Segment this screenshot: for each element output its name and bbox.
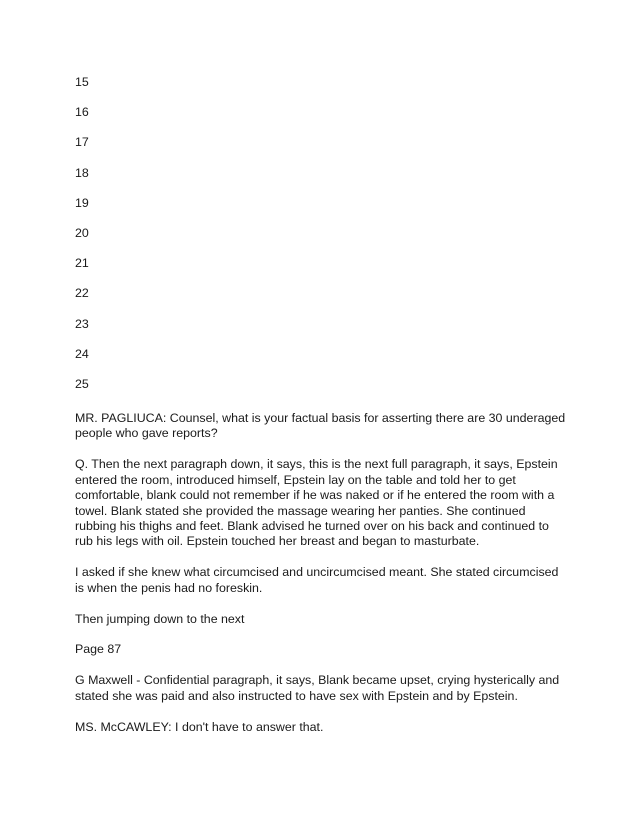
line-number-column xyxy=(75,75,89,407)
line-number: 15 xyxy=(75,75,89,89)
transcript-paragraph: Then jumping down to the next xyxy=(75,611,245,626)
line-number: 22 xyxy=(75,286,89,301)
transcript-paragraph: G Maxwell - Confidential paragraph, it says, Blank became upset, crying hysterically and stated she was paid and also instructed to have sex with Epstein and by Epstein. xyxy=(75,673,560,703)
line-number: 24 xyxy=(75,346,89,361)
line-number: 18 xyxy=(75,165,89,180)
line-number: 19 xyxy=(75,195,89,210)
page-marker: Page 87 xyxy=(75,642,122,657)
transcript-paragraph: Q. Then the next paragraph down, it says, this is the next full paragraph, it says, Epstein entered the room, introduced himself, Epstein lay on the table and told her to get comfortable, blank could not remember if he was naked or if he entered the room with a towel. Blank stated she provided the massage wearing her panties. She continued rubbing his thighs and feet. Blank advised he turned over on his back and continued to rub his legs with oil. Epstein touched her breast and began to masturbate. xyxy=(75,457,558,549)
line-number: 16 xyxy=(75,105,89,120)
transcript-body xyxy=(75,411,570,751)
line-number: 25 xyxy=(75,376,89,391)
line-number: 20 xyxy=(75,225,89,240)
transcript-paragraph: MS. McCAWLEY: I don't have to answer that. xyxy=(75,719,324,734)
transcript-paragraph: I asked if she knew what circumcised and uncircumcised meant. She stated circumcised is when the penis had no foreskin. xyxy=(75,565,559,595)
line-number: 21 xyxy=(75,256,89,271)
line-number: 17 xyxy=(75,135,89,150)
transcript-paragraph: MR. PAGLIUCA: Counsel, what is your factual basis for asserting there are 30 underaged people who gave reports? xyxy=(75,411,566,441)
line-number: 23 xyxy=(75,316,89,331)
